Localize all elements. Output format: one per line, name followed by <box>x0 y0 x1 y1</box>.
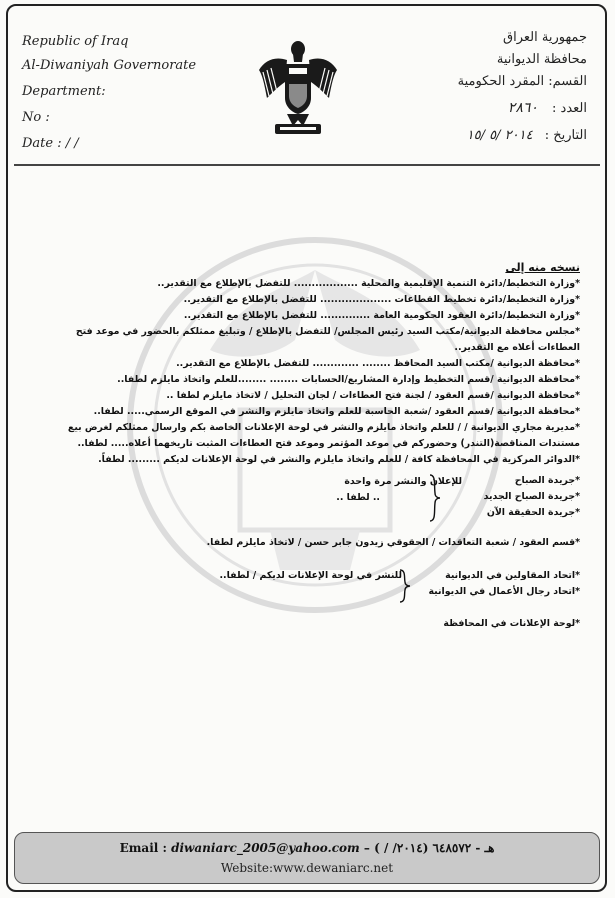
unions-note: للنشر في لوحة الإعلانات لديكم / لطفا.. <box>219 570 402 581</box>
newspaper-item: *جريدة الصباح الجديد <box>483 491 580 502</box>
contracts-line: *قسم العقود / شعبة التعاقدات / الحقوقي زيدون جابر حسن / لاتخاذ مايلزم لطفا. <box>206 537 580 548</box>
number-row-ar <box>508 100 587 116</box>
country-ar: جمهورية العراق <box>503 30 587 45</box>
date-row-ar <box>467 128 587 143</box>
number-value-ar: ٢٨٦٠ <box>507 100 538 116</box>
newspaper-item: *جريدة الصباح <box>514 475 580 486</box>
governorate-en: Al-Diwaniyah Governorate <box>22 58 197 73</box>
header-divider <box>14 164 600 166</box>
number-label-ar: العدد : <box>552 101 587 116</box>
phone-date: هـ - ٦٤٨٥٧٢ (٢٠١٤/ / ) <box>374 841 495 855</box>
list-item: *مديرية مجاري الديوانية / / للعلم واتخاذ مايلزم والنشر في لوحة الإعلانات الخاصة بكم وارسال ممثلكم لغرض بيع <box>67 422 580 433</box>
email-address[interactable]: diwaniarc_2005@yahoo.com <box>171 841 360 855</box>
section-ar: القسم: المقرد الحكومية <box>457 74 587 89</box>
list-item: *محافظة الديوانية /قسم العقود /شعبة الحاسبة للعلم واتخاذ مايلزم والنشر في الموقع الرسمي..... لطفا.. <box>93 406 580 417</box>
footer-contact: Email : diwaniarc_2005@yahoo.com – هـ - ٦٤٨٥٧٢ (٢٠١٤/ / ) <box>119 841 495 855</box>
unions-brace <box>398 568 412 604</box>
email-label: Email : <box>119 841 167 855</box>
number-en: No : <box>22 110 50 125</box>
website-link[interactable]: Website:www.dewaniarc.net <box>220 861 394 875</box>
list-item: *وزارة التخطيط/دائرة التنمية الإقليمية والمحلية .................. للتفضل بالإطلاع مع التقدير.. <box>157 278 580 289</box>
newspaper-note-1: للإعلان والنشر مرة واحدة <box>344 476 462 487</box>
list-item: *مجلس محافظة الديوانية/مكتب السيد رئيس المجلس/ للتفضل بالإطلاع / وتبليغ ممثلكم بالحضور في موعد فتح <box>75 326 580 337</box>
list-item: العطاءات أعلاه مع التقدير.. <box>454 342 580 353</box>
board-line: *لوحة الإعلانات في المحافظة <box>443 618 580 629</box>
list-item: *وزارة التخطيط/دائرة تخطيط القطاعات .................... للتفضل بالإطلاع مع التقدير.. <box>183 294 580 305</box>
date-en: Date : / / <box>22 136 79 151</box>
union-item: *اتحاد رجال الأعمال في الديوانية <box>428 586 580 597</box>
list-item: *محافظة الديوانية /قسم التخطيط وإدارة المشاريع/الحسابات ........ ........للعلم واتخاذ مايلزم لطفا.. <box>117 374 580 385</box>
governorate-ar: محافظة الديوانية <box>496 52 587 67</box>
union-item: *اتحاد المقاولين في الديوانية <box>445 570 580 581</box>
newspaper-item: *جريدة الحقيقة الآن <box>486 507 580 518</box>
country-en: Republic of Iraq <box>22 34 129 49</box>
iraq-emblem <box>257 36 339 138</box>
list-item: *محافظة الديوانية /مكتب السيد المحافظ ........ ............. للتفضل بالإطلاع مع التقدير.. <box>176 358 580 369</box>
copy-heading: نسخه منه إلى <box>505 261 580 274</box>
list-item: مستندات المناقصة(التندر) وحضوركم في موعد المؤتمر وموعد فتح العطاءات المثبت تاريخهما أعلاه..... لطفا.. <box>77 438 580 449</box>
list-item: *وزارة التخطيط/دائرة العقود الحكومية العامة .............. للتفضل بالإطلاع مع التقدير.. <box>183 310 580 321</box>
date-label-ar: التاريخ : <box>544 128 587 143</box>
newspapers-brace <box>428 473 442 523</box>
list-item: *الدوائر المركزية في المحافظة كافة / للعلم واتخاذ مايلزم والنشر في لوحة الإعلانات لديكم ......... لطفاً. <box>98 454 580 465</box>
department-en: Department: <box>22 84 106 99</box>
newspaper-note-2: .. لطفا .. <box>336 492 380 503</box>
list-item: *محافظة الديوانية /قسم العقود / لجنة فتح العطاءات / لجان التحليل / لاتخاذ مايلزم لطفا .. <box>166 390 580 401</box>
date-value-ar: ٢٠١٤ /٥ /١٥ <box>466 128 533 143</box>
footer-bar <box>14 832 600 884</box>
